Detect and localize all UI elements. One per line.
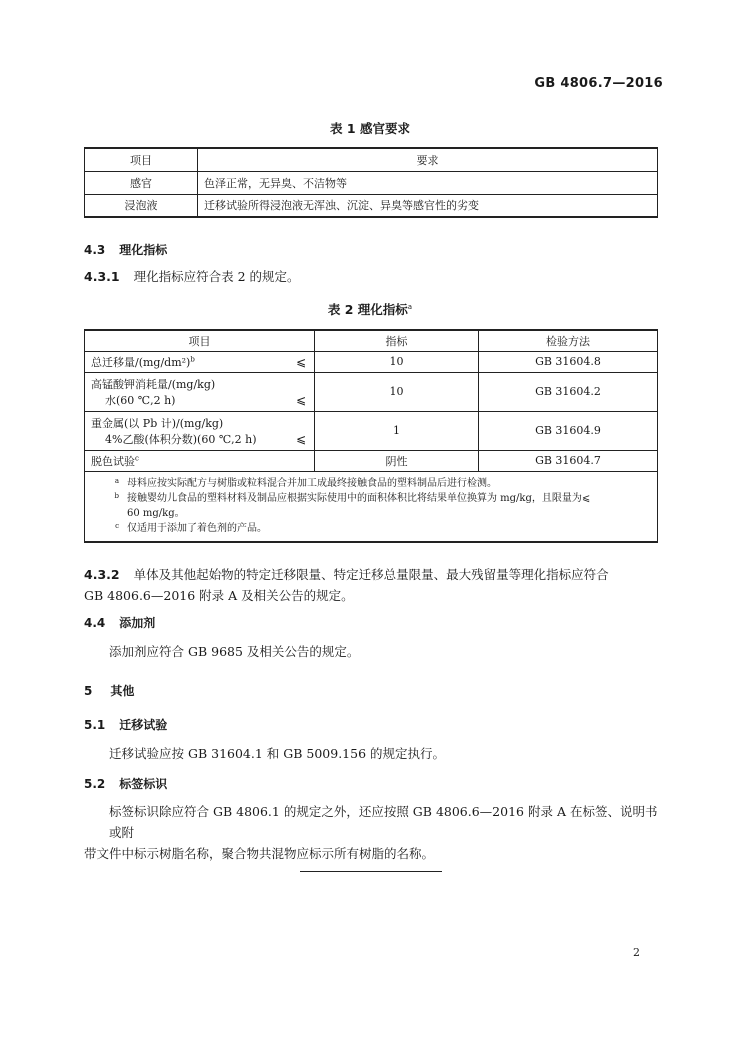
column-header: 项目 (85, 330, 315, 351)
table-cell-item (85, 351, 315, 372)
table-cell-value: 阴性 (315, 450, 479, 471)
paragraph-line1: 标签标识除应符合 GB 4806.1 的规定之外，还应按照 GB 4806.6—2016 附录 A 在标签、说明书或附 (109, 804, 658, 840)
table-cell-item: 浸泡液 (85, 194, 198, 217)
footnote-text: 仅适用于添加了着色剂的产品。 (127, 522, 267, 534)
section-4-4-text: 添加剂应符合 GB 9685 及相关公告的规定。 (109, 644, 360, 659)
footnote (91, 476, 651, 491)
clause-number: 4.3.2 (84, 567, 120, 582)
section-title: 添加剂 (119, 616, 156, 630)
table2-caption (0, 300, 740, 318)
item-condition: 4%乙酸(体积分数)(60 ℃,2 h) (105, 432, 257, 446)
item-label: 高锰酸钾消耗量/(mg/kg) (91, 377, 216, 391)
table-cell-item (85, 411, 315, 450)
section-title: 标签标识 (119, 777, 168, 791)
footnote-mark: c (135, 453, 139, 462)
section-number: 5.1 (84, 718, 106, 732)
item-condition: 水(60 ℃,2 h) (105, 393, 176, 407)
section-5-1-text: 迁移试验应按 GB 31604.1 和 GB 5009.156 的规定执行。 (109, 746, 446, 761)
table-cell-requirement: 色泽正常，无异臭、不洁物等 (198, 171, 658, 194)
less-equal-sign: ⩽ (295, 392, 306, 407)
section-number: 5.2 (84, 777, 106, 791)
section-number: 4.4 (84, 616, 106, 630)
column-header: 指标 (315, 330, 479, 351)
clause-text-line2: GB 4806.6—2016 附录 A 及相关公告的规定。 (84, 588, 354, 603)
table1-caption: 表 1 感官要求 (330, 121, 410, 136)
footnote-text: 接触婴幼儿食品的塑料材料及制品应根据实际使用中的面积体积比将结果单位换算为 mg/kg，且限量为⩽ (127, 492, 591, 504)
table-cell-value: 10 (315, 351, 479, 372)
paragraph-line2: 带文件中标示树脂名称，聚合物共混物应标示所有树脂的名称。 (84, 846, 435, 861)
item-label: 重金属(以 Pb 计)/(mg/kg) (91, 416, 224, 430)
clause-4-3-2 (84, 564, 664, 606)
table-header-row (85, 148, 658, 171)
clause-text-line1: 单体及其他起始物的特定迁移限量、特定迁移总量限量、最大残留量等理化指标应符合 (133, 567, 609, 582)
table-header-row (85, 330, 658, 351)
table-cell-method: GB 31604.9 (479, 411, 658, 450)
table-row (85, 372, 658, 411)
section-number: 5 (84, 684, 93, 698)
end-divider (300, 871, 442, 872)
table-cell-value: 1 (315, 411, 479, 450)
footnote-mark: b (190, 354, 195, 363)
footnote-mark: a (114, 476, 119, 485)
footnote-text: 母料应按实际配方与树脂或粒料混合并加工成最终接触食品的塑料制品后进行检测。 (127, 477, 497, 489)
footnote-mark: c (115, 521, 119, 530)
clause-4-3-1 (84, 266, 300, 287)
section-title: 迁移试验 (119, 718, 168, 732)
footnote (91, 491, 651, 506)
table-cell-method: GB 31604.2 (479, 372, 658, 411)
footnote-mark (91, 506, 127, 521)
table1 (84, 147, 658, 218)
footnote-continuation (91, 506, 651, 521)
table-cell-item (85, 372, 315, 411)
standard-code: GB 4806.7—2016 (534, 76, 663, 91)
section-4-3-heading (84, 241, 167, 258)
table-row (85, 351, 658, 372)
column-header: 项目 (85, 148, 198, 171)
section-number: 4.3 (84, 243, 106, 257)
section-4-4-heading (84, 614, 155, 631)
clause-text: 理化指标应符合表 2 的规定。 (133, 269, 300, 284)
table-cell-item (85, 450, 315, 471)
column-header: 检验方法 (479, 330, 658, 351)
less-equal-sign: ⩽ (295, 354, 306, 369)
section-5-2-text (84, 801, 664, 864)
table-cell-requirement: 迁移试验所得浸泡液无浑浊、沉淀、异臭等感官性的劣变 (198, 194, 658, 217)
table-row (85, 411, 658, 450)
section-5-1-heading (84, 716, 167, 733)
table-row (85, 450, 658, 471)
section-title: 理化指标 (119, 243, 168, 257)
table-cell-item: 感官 (85, 171, 198, 194)
item-label: 脱色试验 (91, 454, 135, 468)
table-cell-method: GB 31604.8 (479, 351, 658, 372)
table-row (85, 171, 658, 194)
table-notes (85, 471, 658, 542)
caption-text: 表 2 理化指标 (327, 302, 408, 317)
footnote-mark: a (407, 302, 413, 311)
item-label: 总迁移量/(mg/dm²) (91, 355, 191, 369)
section-title: 其他 (110, 684, 135, 698)
page-number: 2 (633, 946, 640, 959)
table2 (84, 329, 658, 543)
section-5-2-heading (84, 775, 167, 792)
footnote-text: 60 mg/kg。 (127, 507, 185, 519)
clause-number: 4.3.1 (84, 269, 120, 284)
table-notes-row (85, 471, 658, 542)
less-equal-sign: ⩽ (295, 431, 306, 446)
table-cell-value: 10 (315, 372, 479, 411)
table-row (85, 194, 658, 217)
footnote-mark: b (114, 491, 119, 500)
section-5-heading (84, 682, 134, 699)
footnote (91, 521, 651, 536)
table-cell-method: GB 31604.7 (479, 450, 658, 471)
column-header: 要求 (198, 148, 658, 171)
